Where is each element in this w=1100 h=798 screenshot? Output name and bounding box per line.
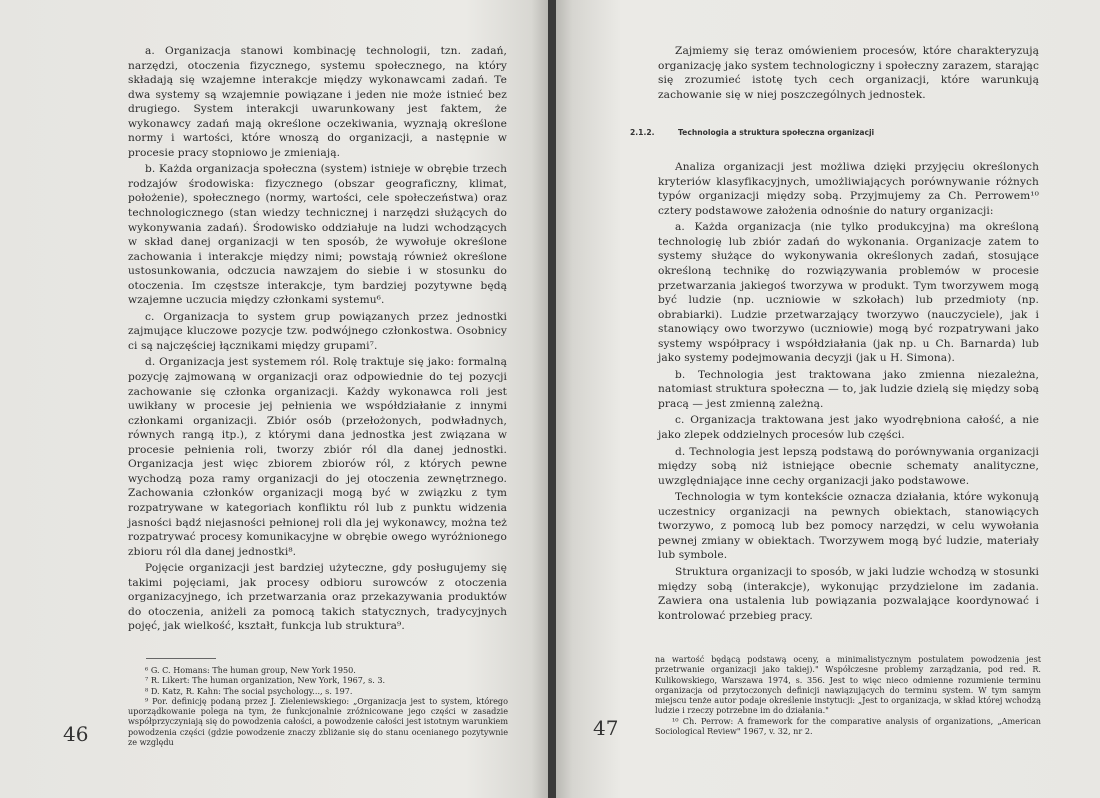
paragraph: Technologia w tym kontekście oznacza działania, które wykonują uczestnicy organizacji na pewnych obiektach, stanowiących tworzywo, z pomocą lub bez pomocy narzędzi, w celu wywołania pewnej zmiany w obiektach. Tworzywem mogą być ludzie, materiały lub symbole. (658, 491, 1039, 562)
page-number: 47 (593, 716, 619, 740)
paragraph: b. Technologia jest traktowana jako zmienna niezależna, natomiast struktura społeczna — to, jak ludzie dzielą się między sobą pracą — jest zmienną zależną. (658, 368, 1039, 410)
paragraph: a. Każda organizacja (nie tylko produkcyjna) ma określoną technologię lub zbiór zadań do wykonania. Organizacje zatem to systemy służące do wykonywania określonych zadań, stosujące określoną technikę do rozwiązywania problemów w procesie przetwarzania jakiegoś tworzywa w produkt. Tym tworzywem mogą być ludzie (np. uczniowie w szkołach) lub przedmioty (np. obrabiarki). Ludzie przetwarzający tworzywo (nauczyciele), jak i stanowiący owo tworzywo (uczniowie) mogą być rozpatrywani jako systemy współpracy i współdziałania (jak np. u Ch. Barnarda) lub jako systemy podejmowania decyzji (jak u H. Simona). (658, 221, 1039, 365)
paragraph: a. Organizacja stanowi kombinację technologii, tzn. zadań, narzędzi, otoczenia fizycznego, systemu społecznego, na który składają się wzajemne interakcje między wykonawcami zadań. Te dwa systemy są wzajemnie powiązane i jeden nie może istnieć bez drugiego. System interakcji uwarunkowany jest faktem, że wykonawcy zadań mają określone oczekiwania, wyznają określone normy i wartości, które wnoszą do organizacji, a następnie w procesie pracy stopniowo je zmieniają. (128, 45, 507, 159)
footnote: ⁶ G. C. Homans: The human group, New York 1950. (145, 665, 356, 675)
paragraph: b. Każda organizacja społeczna (system) istnieje w obrębie trzech rodzajów środowiska: fizycznego (obszar geograficzny, klimat, położenie), społecznego (normy, wartości, cele społeczeństwa) oraz technologicznego (stan wiedzy technicznej i narzędzi służących do wykonywania zadań). Środowisko oddziałuje na ludzi wchodzących w skład danej organizacji w ten sposób, że wywołuje określone zachowania i interakcje między nimi; powstają również określone ustosunkowania, odczucia nawzajem do siebie i w stosunku do otoczenia. Im częstsze interakcje, tym bardziej pozytywne będą wzajemne uczucia między członkami systemu⁶. (128, 163, 507, 307)
paragraph: c. Organizacja to system grup powiązanych przez jednostki zajmujące kluczowe pozycje tzw. podwójnego członkostwa. Osobnicy ci są najczęściej łącznikami między grupami⁷. (128, 310, 507, 352)
section-title: Technologia a struktura społeczna organizacji (678, 128, 875, 137)
left-footnotes (128, 665, 508, 747)
paragraph: d. Technologia jest lepszą podstawą do porównywania organizacji między sobą niż istniejące obecnie schematy analityczne, uwzględniające inne cechy organizacji jako podstawowe. (658, 445, 1039, 487)
paragraph: Pojęcie organizacji jest bardziej użyteczne, gdy posługujemy się takimi pojęciami, jak procesy odbioru surowców z otoczenia organizacyjnego, ich przetwarzania oraz przekazywania produktów do otoczenia, aniżeli za pomocą takich statycznych, tradycyjnych pojęć, jak wielkość, kształt, funkcja lub struktura⁹. (128, 562, 507, 633)
section-heading (630, 128, 1040, 137)
footnote: ⁷ R. Likert: The human organization, New York, 1967, s. 3. (145, 675, 386, 686)
paragraph: Struktura organizacji to sposób, w jaki ludzie wchodzą w stosunki między sobą (interakcje), wykonując przydzielone im zadania. Zawiera ona ustalenia lub powiązania pozwalające koordynować i kontrolować przebieg pracy. (658, 565, 1039, 622)
paragraph: c. Organizacja traktowana jest jako wyodrębniona całość, a nie jako zlepek oddzielnych procesów lub części. (658, 414, 1039, 442)
page-number: 46 (63, 722, 89, 746)
paragraph: d. Organizacja jest systemem ról. Rolę traktuje się jako: formalną pozycję zajmowaną w organizacji oraz odpowiednie do tej pozycji zachowanie się członka organizacji. Każdy wykonawca roli jest uwikłany w procesie jej pełnienia we współdziałanie z innymi członkami organizacji. Zbiór osób (przełożonych, podwładnych, równych rangą itp.), z którymi dana jednostka jest związana w procesie pełnienia roli, tworzy zbiór ról dla danej jednostki. Organizacja jest więc zbiorem zbiorów ról, z których pewne wychodzą poza ramy organizacji do jej otoczenia zewnętrznego. Zachowania członków organizacji mogą być w związku z tym rozpatrywane w kategoriach konfliktu ról lub z punktu widzenia jasności bądź niejasności pełnionej roli dla jej wykonawcy, można też rozpatrywać procesy komunikacyjne w obrębie owego wyróżnionego zbioru ról dla danej jednostki⁸. (128, 356, 507, 558)
book-gutter (548, 0, 556, 798)
footnote: ⁹ Por. definicję podaną przez J. Zieleniewskiego: „Organizacja jest to system, którego uporządkowanie polega na tym, że funkcjonalnie zróżnicowane jego części w zasadzie współprzyczyniają się do powodzenia całości, a powodzenie całości jest istotnym warunkiem powodzenia części (gdzie powodzenie znaczy zbliżanie się do stanu ocenianego pozytywnie ze względu (128, 695, 508, 748)
paragraph: Zajmiemy się teraz omówieniem procesów, które charakteryzują organizację jako system technologiczny i społeczny zarazem, starając się zrozumieć istotę tych cech organizacji, które warunkują zachowanie się w niej poszczególnych jednostek. (658, 45, 1039, 101)
right-footnotes (655, 654, 1041, 736)
footnote: na wartość będącą podstawą oceny, a minimalistycznym postulatem powodzenia jest przetrwanie organizacji jako takiej)." Współczesne problemy zarządzania, pod red. R. Kulikowskiego, Warszawa 1974, s. 356. Jest to więc nieco odmienne rozumienie terminu organizacja od przytoczonych definicji nawiązujących do terminu system. W tym samym miejscu tenże autor podaje określenie instytucji: „Jest to organizacja, w skład której wchodzą ludzie i rzeczy potrzebne im do działania." (655, 654, 1041, 716)
section-number: 2.1.2. (630, 128, 655, 137)
left-page-body (128, 44, 507, 636)
paragraph: Analiza organizacji jest możliwa dzięki przyjęciu określonych kryteriów klasyfikacyjnych, umożliwiających porównywanie różnych typów organizacji między sobą. Przyjmujemy za Ch. Perrowem¹⁰ cztery podstawowe założenia odnośnie do natury organizacji: (658, 161, 1039, 217)
footnote: ⁸ D. Katz, R. Kahn: The social psychology..., s. 197. (145, 685, 353, 696)
footnote: ¹⁰ Ch. Perrow: A framework for the comparative analysis of organizations, „American Sociological Review" 1967, v. 32, nr 2. (655, 715, 1041, 737)
footnote-rule (146, 658, 216, 659)
